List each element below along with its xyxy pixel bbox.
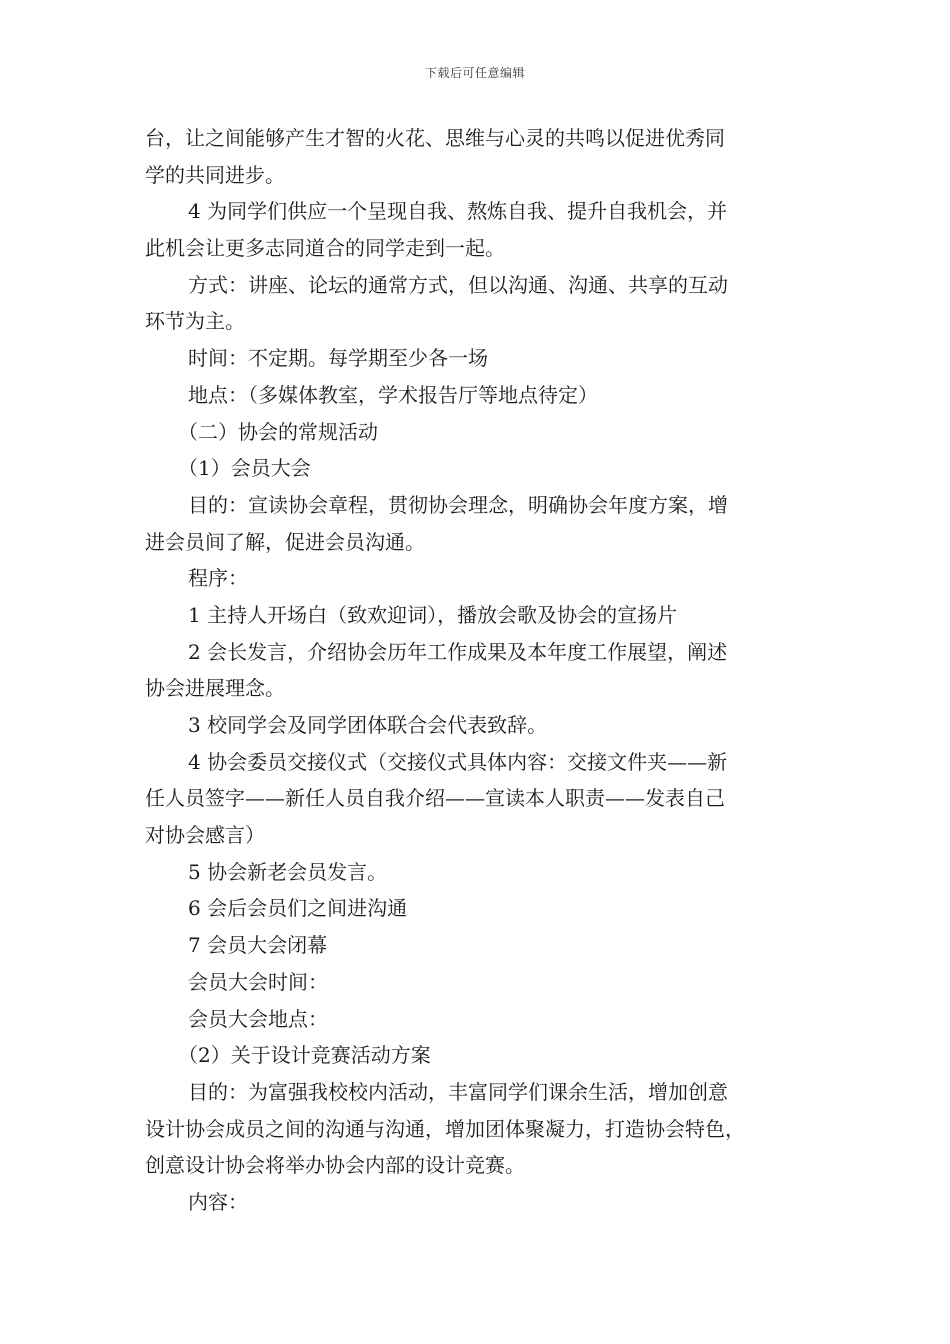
text-line: 会员大会时间： [188, 969, 328, 994]
text-line: 会员大会地点： [188, 1006, 328, 1031]
text-line: 方式：讲座、论坛的通常方式，但以沟通、沟通、共享的互动 [188, 272, 728, 297]
page-header: 下载后可任意编辑 [424, 66, 525, 80]
text-line: 创意设计协会将举办协会内部的设计竞赛。 [145, 1153, 525, 1178]
text-line: 对协会感言） [145, 823, 265, 848]
text-line: 进会员间了解，促进会员沟通。 [145, 529, 425, 554]
text-line: 程序： [188, 566, 248, 591]
document-body [145, 120, 817, 1221]
text-line: 目的：为富强我校校内活动，丰富同学们课余生活，增加创意 [188, 1079, 728, 1104]
text-line: 协会进展理念。 [145, 676, 285, 701]
text-line: 4 协会委员交接仪式（交接仪式具体内容：交接文件夹——新 [188, 749, 728, 774]
text-line: 内容： [188, 1189, 248, 1214]
text-line: 台，让之间能够产生才智的火花、思维与心灵的共鸣以促进优秀同 [145, 126, 725, 150]
text-line: 设计协会成员之间的沟通与沟通，增加团体聚凝力，打造协会特色， [145, 1116, 745, 1141]
text-line: 目的：宣读协会章程，贯彻协会理念，明确协会年度方案，增 [188, 492, 728, 517]
text-line: 时间：不定期。每学期至少各一场 [188, 346, 488, 371]
text-line: 4 为同学们供应一个呈现自我、熬炼自我、提升自我机会，并 [188, 199, 728, 224]
text-line: 地点：（多媒体教室，学术报告厅等地点待定） [188, 382, 598, 407]
text-line: 3 校同学会及同学团体联合会代表致辞。 [188, 713, 548, 737]
text-line: 1 主持人开场白（致欢迎词），播放会歌及协会的宣扬片 [188, 602, 678, 627]
text-line: （1）会员大会 [178, 456, 311, 481]
text-line: 环节为主。 [145, 309, 245, 334]
text-line: 此机会让更多志同道合的同学走到一起。 [145, 236, 505, 261]
text-line: 7 会员大会闭幕 [188, 933, 328, 958]
text-line: 任人员签字——新任人员自我介绍——宣读本人职责——发表自己 [145, 786, 725, 811]
text-line: 5 协会新老会员发言。 [188, 859, 388, 884]
text-line: 2 会长发言，介绍协会历年工作成果及本年度工作展望，阐述 [188, 639, 728, 664]
text-line: 6 会后会员们之间进沟通 [188, 896, 408, 921]
text-line: 学的共同进步。 [145, 162, 285, 187]
text-line: （2）关于设计竞赛活动方案 [178, 1043, 431, 1068]
text-line: （二）协会的常规活动 [178, 419, 378, 444]
